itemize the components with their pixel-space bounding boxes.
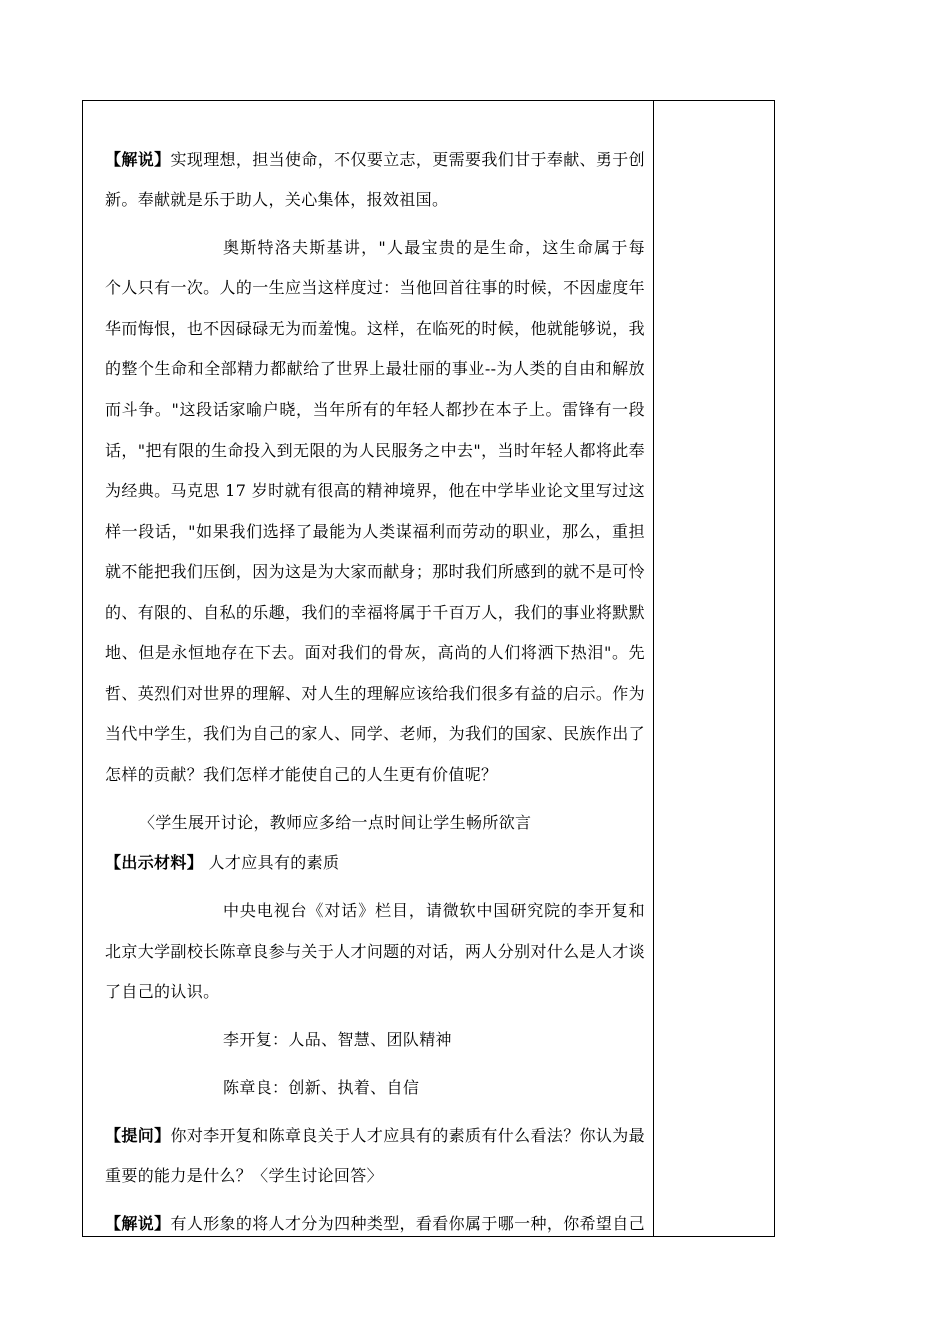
text-line: 北京大学副校长陈章良参与关于人才问题的对话，两人分别对什么是人才谈: [105, 942, 645, 961]
text-line: 陈章良：创新、执着、自信: [223, 1078, 420, 1097]
content-cell: [83, 101, 653, 1236]
text-line: 话，"把有限的生命投入到无限的为人民服务之中去"，当时年轻人都将此奉: [105, 441, 645, 460]
text-line: 的整个生命和全部精力都献给了世界上最壮丽的事业--为人类的自由和解放: [105, 359, 645, 378]
text-line: 地、但是永恒地存在下去。面对我们的骨灰，高尚的人们将洒下热泪"。先: [105, 643, 645, 662]
text-line: 华而悔恨，也不因碌碌无为而羞愧。这样，在临死的时候，他就能够说，我: [105, 319, 645, 338]
text-line: 样一段话，"如果我们选择了最能为人类谋福利而劳动的职业，那么，重担: [105, 522, 645, 541]
text-line: 怎样的贡献？我们怎样才能使自己的人生更有价值呢？: [105, 765, 498, 784]
text-line: 的、有限的、自私的乐趣，我们的幸福将属于千百万人，我们的事业将默默: [105, 603, 645, 622]
text-line: 中央电视台《对话》栏目，请微软中国研究院的李开复和: [223, 901, 645, 920]
text-line: 奥斯特洛夫斯基讲，"人最宝贵的是生命，这生命属于每: [223, 238, 645, 257]
label-question: 【提问】: [105, 1126, 171, 1145]
column-divider: [653, 101, 654, 1236]
text-line: 【解说】实现理想，担当使命，不仅要立志，更需要我们甘于奉献、勇于创: [105, 150, 646, 169]
text-line: 当代中学生，我们为自己的家人、同学、老师，为我们的国家、民族作出了: [105, 724, 645, 743]
text-line: 个人只有一次。人的一生应当这样度过：当他回首往事的时候，不因虚度年: [105, 278, 645, 297]
text-line: 了自己的认识。: [105, 982, 220, 1001]
text-line: 新。奉献就是乐于助人，关心集体，报效祖国。: [105, 190, 449, 209]
text-line: 而斗争。"这段话家喻户晓，当年所有的年轻人都抄在本子上。雷锋有一段: [105, 400, 645, 419]
text-line: 【出示材料】 人才应具有的素质: [105, 853, 340, 872]
text-line: 为经典。马克思 17 岁时就有很高的精神境界，他在中学毕业论文里写过这: [105, 481, 645, 500]
text-line: 【提问】你对李开复和陈章良关于人才应具有的素质有什么看法？你认为最: [105, 1126, 646, 1145]
text-line: 重要的能力是什么？〈学生讨论回答〉: [105, 1166, 383, 1185]
text-line: 李开复：人品、智慧、团队精神: [223, 1030, 452, 1049]
text-line: 哲、英烈们对世界的理解、对人生的理解应该给我们很多有益的启示。作为: [105, 684, 645, 703]
text-line: 就不能把我们压倒，因为这是为大家而献身；那时我们所感到的就不是可怜: [105, 562, 645, 581]
label-show-material: 【出示材料】: [105, 853, 204, 872]
label-explanation: 【解说】: [105, 1214, 171, 1233]
text-line: 【解说】有人形象的将人才分为四种类型，看看你属于哪一种，你希望自己: [105, 1214, 646, 1233]
lesson-plan-table: [82, 100, 775, 1237]
text-line: 〈学生展开讨论，教师应多给一点时间让学生畅所欲言: [139, 813, 532, 832]
label-explanation: 【解说】: [105, 150, 171, 169]
